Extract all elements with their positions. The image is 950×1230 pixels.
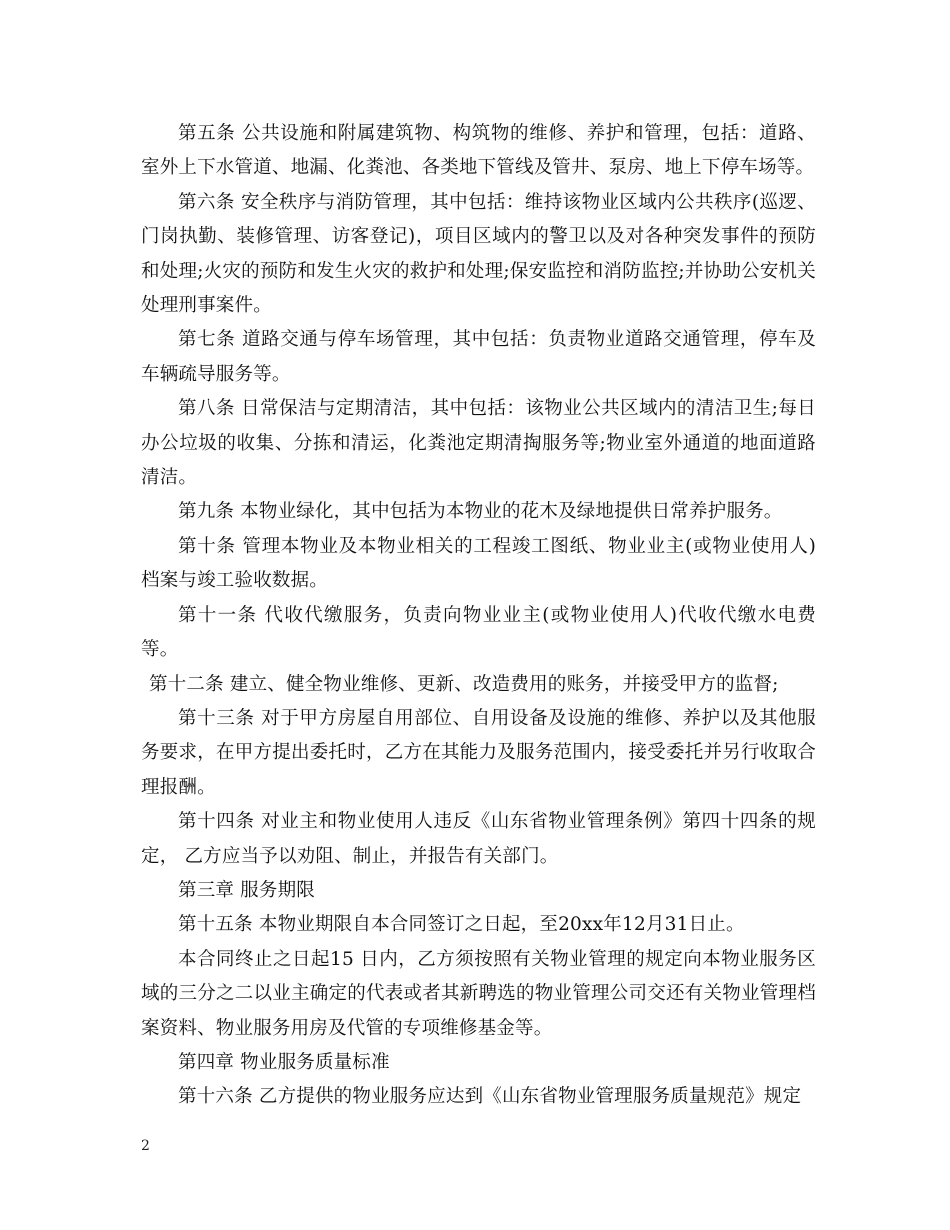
article-5-paragraph: 第五条 公共设施和附属建筑物、构筑物的维修、养护和管理，包括：道路、室外上下水管道、地漏、化粪池、各类地下管线及管井、泵房、地上下停车场等。 [141, 123, 816, 179]
contract-termination-paragraph: 本合同终止之日起15 日内，乙方须按照有关物业管理的规定向本物业服务区域的三分之二以业主确定的代表或者其新聘选的物业管理公司交还有关物业管理档案资料、物业服务用房及代管的专项维修基金等。 [141, 948, 816, 1039]
chapter-3-heading: 第三章 服务期限 [178, 879, 315, 901]
article-6-paragraph: 第六条 安全秩序与消防管理，其中包括：维持该物业区域内公共秩序(巡逻、门岗执勤、装修管理、访客登记)，项目区域内的警卫以及对各种突发事件的预防和处理;火灾的预防和发生火灾的救护和处理;保安监控和消防监控;并协助公安机关处理刑事案件。 [141, 191, 816, 317]
article-7-paragraph: 第七条 道路交通与停车场管理，其中包括：负责物业道路交通管理，停车及车辆疏导服务等。 [141, 329, 816, 385]
article-13-paragraph: 第十三条 对于甲方房屋自用部位、自用设备及设施的维修、养护以及其他服务要求，在甲方提出委托时，乙方在其能力及服务范围内，接受委托并另行收取合理报酬。 [141, 707, 816, 798]
article-12-paragraph: 第十二条 建立、健全物业维修、更新、改造费用的账务，并接受甲方的监督; [149, 673, 779, 695]
article-8-paragraph: 第八条 日常保洁与定期清洁，其中包括：该物业公共区域内的清洁卫生;每日办公垃圾的收集、分拣和清运，化粪池定期清掏服务等;物业室外通道的地面道路清洁。 [141, 398, 816, 489]
article-15-paragraph: 第十五条 本物业期限自本合同签订之日起，至20xx年12月31日止。 [178, 914, 745, 936]
document-body [141, 117, 816, 1115]
page-number: 2 [141, 1138, 150, 1154]
article-16-paragraph: 第十六条 乙方提供的物业服务应达到《山东省物业管理服务质量规范》规定 [178, 1086, 802, 1108]
article-14-paragraph: 第十四条 对业主和物业使用人违反《山东省物业管理条例》第四十四条的规定， 乙方应当予以劝阻、制止，并报告有关部门。 [141, 811, 816, 867]
chapter-4-heading: 第四章 物业服务质量标准 [178, 1051, 390, 1073]
article-10-paragraph: 第十条 管理本物业及本物业相关的工程竣工图纸、物业业主(或物业使用人)档案与竣工验收数据。 [141, 535, 816, 592]
article-9-paragraph: 第九条 本物业绿化，其中包括为本物业的花木及绿地提供日常养护服务。 [178, 501, 783, 523]
article-11-paragraph: 第十一条 代收代缴服务，负责向物业业主(或物业使用人)代收代缴水电费等。 [141, 604, 816, 661]
